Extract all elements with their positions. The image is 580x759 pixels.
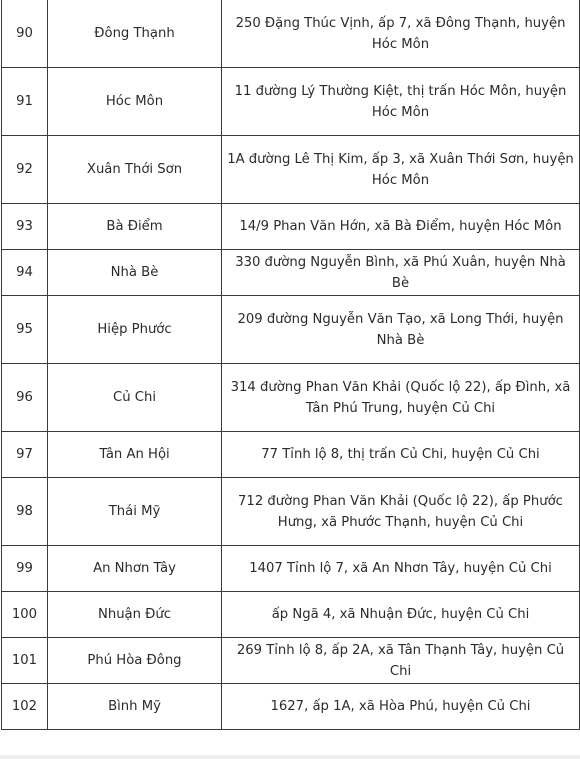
location-address: 11 đường Lý Thường Kiệt, thị trấn Hóc Môn, huyện Hóc Môn [222,68,580,136]
row-number: 92 [2,136,48,204]
table-row [2,478,580,546]
location-address: 14/9 Phan Văn Hớn, xã Bà Điểm, huyện Hóc Môn [222,204,580,250]
location-address: 314 đường Phan Văn Khải (Quốc lộ 22), ấp Đình, xã Tân Phú Trung, huyện Củ Chi [222,364,580,432]
location-address: 77 Tỉnh lộ 8, thị trấn Củ Chi, huyện Củ Chi [222,432,580,478]
row-number: 97 [2,432,48,478]
table-row [2,136,580,204]
location-name: Nhà Bè [48,250,222,296]
location-name: Củ Chi [48,364,222,432]
table-row [2,638,580,684]
location-name: Thái Mỹ [48,478,222,546]
row-number: 91 [2,68,48,136]
row-number: 102 [2,684,48,730]
location-address: 1407 Tỉnh lộ 7, xã An Nhơn Tây, huyện Củ Chi [222,546,580,592]
location-address: 330 đường Nguyễn Bình, xã Phú Xuân, huyện Nhà Bè [222,250,580,296]
table-row [2,68,580,136]
row-number: 94 [2,250,48,296]
table-row [2,296,580,364]
location-name: Bà Điểm [48,204,222,250]
location-name: Đông Thạnh [48,0,222,68]
row-number: 99 [2,546,48,592]
location-address: 269 Tỉnh lộ 8, ấp 2A, xã Tân Thạnh Tây, huyện Củ Chi [222,638,580,684]
location-address: ấp Ngã 4, xã Nhuận Đức, huyện Củ Chi [222,592,580,638]
table-row [2,432,580,478]
row-number: 100 [2,592,48,638]
location-name: Hóc Môn [48,68,222,136]
location-name: Xuân Thới Sơn [48,136,222,204]
location-address: 250 Đặng Thúc Vịnh, ấp 7, xã Đông Thạnh, huyện Hóc Môn [222,0,580,68]
table-row [2,684,580,730]
row-number: 96 [2,364,48,432]
row-number: 98 [2,478,48,546]
table-row [2,204,580,250]
table-row [2,250,580,296]
location-name: Nhuận Đức [48,592,222,638]
location-name: Tân An Hội [48,432,222,478]
table-row [2,364,580,432]
row-number: 93 [2,204,48,250]
page-bottom-edge [0,755,580,759]
location-name: Hiệp Phước [48,296,222,364]
location-address: 1627, ấp 1A, xã Hòa Phú, huyện Củ Chi [222,684,580,730]
location-address: 712 đường Phan Văn Khải (Quốc lộ 22), ấp Phước Hưng, xã Phước Thạnh, huyện Củ Chi [222,478,580,546]
location-name: Phú Hòa Đông [48,638,222,684]
locations-table [1,0,580,730]
table-row [2,592,580,638]
row-number: 101 [2,638,48,684]
location-name: An Nhơn Tây [48,546,222,592]
location-address: 1A đường Lê Thị Kim, ấp 3, xã Xuân Thới Sơn, huyện Hóc Môn [222,136,580,204]
location-name: Bình Mỹ [48,684,222,730]
table-row [2,0,580,68]
row-number: 95 [2,296,48,364]
row-number: 90 [2,0,48,68]
table-row [2,546,580,592]
location-address: 209 đường Nguyễn Văn Tạo, xã Long Thới, huyện Nhà Bè [222,296,580,364]
